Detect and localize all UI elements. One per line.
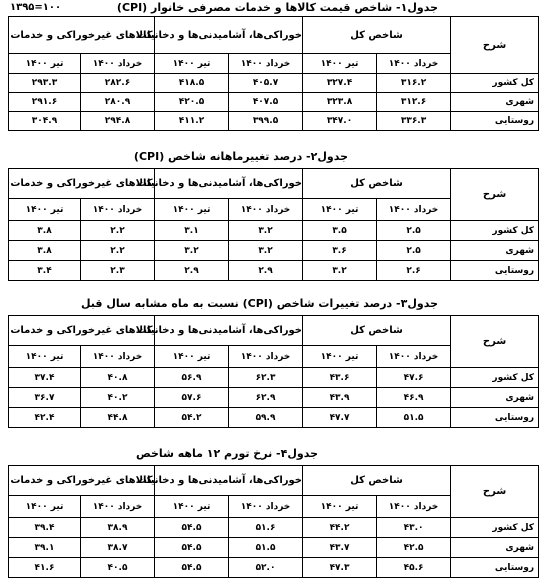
table-cell: ۲۸۲.۶ (81, 74, 155, 93)
month-header: تیر ۱۴۰۰ (9, 496, 81, 518)
row-header-cell: شرح (451, 169, 539, 221)
row-label: شهری (451, 241, 539, 261)
table-cell: ۵۴.۵ (155, 518, 229, 538)
table-cell: ۴۳.۹ (303, 388, 377, 408)
table-row (9, 388, 539, 408)
month-header: تیر ۱۴۰۰ (303, 199, 377, 221)
table-cell: ۳۴۷.۰ (303, 112, 377, 131)
month-header: تیر ۱۴۰۰ (303, 346, 377, 368)
group-header-total-index: شاخص کل (303, 316, 451, 346)
group-header-nonfood: کالاهای غیرخوراکی و خدمات (9, 466, 155, 496)
month-header: خرداد ۱۴۰۰ (377, 54, 451, 74)
table-cell: ۴۵.۶ (377, 558, 451, 578)
table-cell: ۳.۱ (155, 221, 229, 241)
row-label: روستایی (451, 408, 539, 428)
table-cell: ۳۸.۷ (81, 538, 155, 558)
table-cell: ۴۲۰.۵ (155, 93, 229, 112)
table-4-title: جدول۴- نرخ تورم ۱۲ ماهه شاخص (136, 447, 318, 460)
table-cell: ۲۹۱.۶ (9, 93, 81, 112)
month-header: تیر ۱۴۰۰ (9, 54, 81, 74)
table-cell: ۳.۲ (229, 241, 303, 261)
row-label: کل کشور (451, 518, 539, 538)
table-row (9, 261, 539, 281)
month-header: خرداد ۱۴۰۰ (377, 199, 451, 221)
group-header-food: خوراکی‌ها، آشامیدنی‌ها و دخانیات (155, 466, 303, 496)
group-header-nonfood: کالاهای غیرخوراکی و خدمات (9, 17, 155, 54)
table-cell: ۲.۹ (229, 261, 303, 281)
table-cell: ۲.۶ (377, 261, 451, 281)
table-row (9, 241, 539, 261)
table-cell: ۲.۵ (377, 241, 451, 261)
table-cell: ۵۱.۵ (377, 408, 451, 428)
table-cell: ۴۳.۰ (377, 518, 451, 538)
table-cell: ۳۲۳.۸ (303, 93, 377, 112)
table-cell: ۴۱.۶ (9, 558, 81, 578)
month-header: خرداد ۱۴۰۰ (81, 199, 155, 221)
table-cell: ۵۱.۶ (229, 518, 303, 538)
row-label: روستایی (451, 112, 539, 131)
table-4 (8, 465, 539, 578)
row-label: شهری (451, 93, 539, 112)
row-label: شهری (451, 388, 539, 408)
month-header: خرداد ۱۴۰۰ (81, 346, 155, 368)
month-header: تیر ۱۴۰۰ (303, 496, 377, 518)
month-header: تیر ۱۴۰۰ (155, 496, 229, 518)
month-header: تیر ۱۴۰۰ (9, 346, 81, 368)
table-cell: ۳۸.۹ (81, 518, 155, 538)
table-cell: ۳۲۷.۴ (303, 74, 377, 93)
table-cell: ۶۲.۹ (229, 388, 303, 408)
month-header: خرداد ۱۴۰۰ (229, 346, 303, 368)
table-2 (8, 168, 539, 281)
table-row (9, 368, 539, 388)
row-header-cell: شرح (451, 466, 539, 518)
table-cell: ۲۹۳.۳ (9, 74, 81, 93)
table-cell: ۴۶.۹ (377, 388, 451, 408)
table-row (9, 74, 539, 93)
table-cell: ۳۶.۷ (9, 388, 81, 408)
row-label: روستایی (451, 558, 539, 578)
table-cell: ۳۰۴.۹ (9, 112, 81, 131)
month-header: خرداد ۱۴۰۰ (81, 496, 155, 518)
row-label: شهری (451, 538, 539, 558)
table-cell: ۴۰۷.۵ (229, 93, 303, 112)
table-row (9, 221, 539, 241)
table-cell: ۲.۳ (81, 261, 155, 281)
month-header: تیر ۱۴۰۰ (155, 54, 229, 74)
table-cell: ۳۹.۴ (9, 518, 81, 538)
table-row (9, 112, 539, 131)
month-header: تیر ۱۴۰۰ (303, 54, 377, 74)
table-cell: ۴۱۸.۵ (155, 74, 229, 93)
table-cell: ۴۳.۷ (303, 538, 377, 558)
table-cell: ۳.۶ (303, 241, 377, 261)
group-header-food: خوراکی‌ها، آشامیدنی‌ها و دخانیات (155, 316, 303, 346)
table-cell: ۴۷.۶ (377, 368, 451, 388)
table-3-title: جدول۳- درصد تغییرات شاخص (CPI) نسبت به ماه مشابه سال قبل (80, 297, 438, 310)
table-cell: ۴۱۱.۲ (155, 112, 229, 131)
table-row (9, 538, 539, 558)
table-cell: ۵۱.۵ (229, 538, 303, 558)
group-header-total-index: شاخص کل (303, 466, 451, 496)
table-cell: ۵۹.۹ (229, 408, 303, 428)
table-cell: ۴۷.۷ (303, 408, 377, 428)
table-cell: ۳۱۶.۲ (377, 74, 451, 93)
table-cell: ۴۳.۶ (303, 368, 377, 388)
table-cell: ۳.۲ (303, 261, 377, 281)
table-cell: ۴۲.۴ (9, 408, 81, 428)
month-header: تیر ۱۴۰۰ (155, 199, 229, 221)
table-row (9, 558, 539, 578)
table-cell: ۳۷.۴ (9, 368, 81, 388)
base-year-note: ۱۳۹۵=۱۰۰ (10, 2, 62, 13)
table-cell: ۲.۲ (81, 221, 155, 241)
table-cell: ۴۴.۲ (303, 518, 377, 538)
table-cell: ۳.۸ (9, 221, 81, 241)
table-cell: ۲.۵ (377, 221, 451, 241)
row-label: کل کشور (451, 368, 539, 388)
table-1 (8, 16, 539, 131)
table-cell: ۴۴.۸ (81, 408, 155, 428)
month-header: تیر ۱۴۰۰ (155, 346, 229, 368)
table-row (9, 408, 539, 428)
table-cell: ۳.۲ (155, 241, 229, 261)
group-header-total-index: شاخص کل (303, 169, 451, 199)
table-row (9, 518, 539, 538)
table-cell: ۳۹۹.۵ (229, 112, 303, 131)
month-header: تیر ۱۴۰۰ (9, 199, 81, 221)
month-header: خرداد ۱۴۰۰ (377, 496, 451, 518)
table-cell: ۵۴.۵ (155, 538, 229, 558)
table-cell: ۳.۵ (303, 221, 377, 241)
row-header-cell: شرح (451, 316, 539, 368)
table-cell: ۵۷.۶ (155, 388, 229, 408)
row-label: کل کشور (451, 74, 539, 93)
table-cell: ۵۶.۹ (155, 368, 229, 388)
table-cell: ۳.۴ (9, 261, 81, 281)
row-label: روستایی (451, 261, 539, 281)
table-row (9, 93, 539, 112)
table-cell: ۴۲.۵ (377, 538, 451, 558)
table-cell: ۲.۲ (81, 241, 155, 261)
table-cell: ۴۰.۸ (81, 368, 155, 388)
month-header: خرداد ۱۴۰۰ (229, 199, 303, 221)
row-header-cell: شرح (451, 17, 539, 74)
group-header-food: خوراکی‌ها، آشامیدنی‌ها و دخانیات (155, 17, 303, 54)
table-cell: ۳.۸ (9, 241, 81, 261)
table-cell: ۴۰.۵ (81, 558, 155, 578)
table-1-title: جدول۱- شاخص قیمت کالاها و خدمات مصرفی خانوار (CPI) (116, 1, 438, 14)
table-cell: ۶۲.۳ (229, 368, 303, 388)
month-header: خرداد ۱۴۰۰ (229, 496, 303, 518)
table-cell: ۴۷.۳ (303, 558, 377, 578)
table-cell: ۵۴.۵ (155, 558, 229, 578)
table-cell: ۳۹.۱ (9, 538, 81, 558)
table-cell: ۴۰۵.۷ (229, 74, 303, 93)
group-header-total-index: شاخص کل (303, 17, 451, 54)
table-3 (8, 315, 539, 428)
table-cell: ۲.۹ (155, 261, 229, 281)
month-header: خرداد ۱۴۰۰ (377, 346, 451, 368)
table-cell: ۳۱۲.۶ (377, 93, 451, 112)
table-cell: ۵۲.۰ (229, 558, 303, 578)
table-cell: ۲۹۴.۸ (81, 112, 155, 131)
table-cell: ۵۴.۲ (155, 408, 229, 428)
row-label: کل کشور (451, 221, 539, 241)
table-2-title: جدول۲- درصد تغییرماهانه شاخص (CPI) (133, 150, 348, 163)
month-header: خرداد ۱۴۰۰ (229, 54, 303, 74)
table-cell: ۴۰.۲ (81, 388, 155, 408)
table-cell: ۲۸۰.۹ (81, 93, 155, 112)
month-header: خرداد ۱۴۰۰ (81, 54, 155, 74)
group-header-food: خوراکی‌ها، آشامیدنی‌ها و دخانیات (155, 169, 303, 199)
table-cell: ۳۳۶.۳ (377, 112, 451, 131)
table-cell: ۳.۲ (229, 221, 303, 241)
group-header-nonfood: کالاهای غیرخوراکی و خدمات (9, 169, 155, 199)
group-header-nonfood: کالاهای غیرخوراکی و خدمات (9, 316, 155, 346)
